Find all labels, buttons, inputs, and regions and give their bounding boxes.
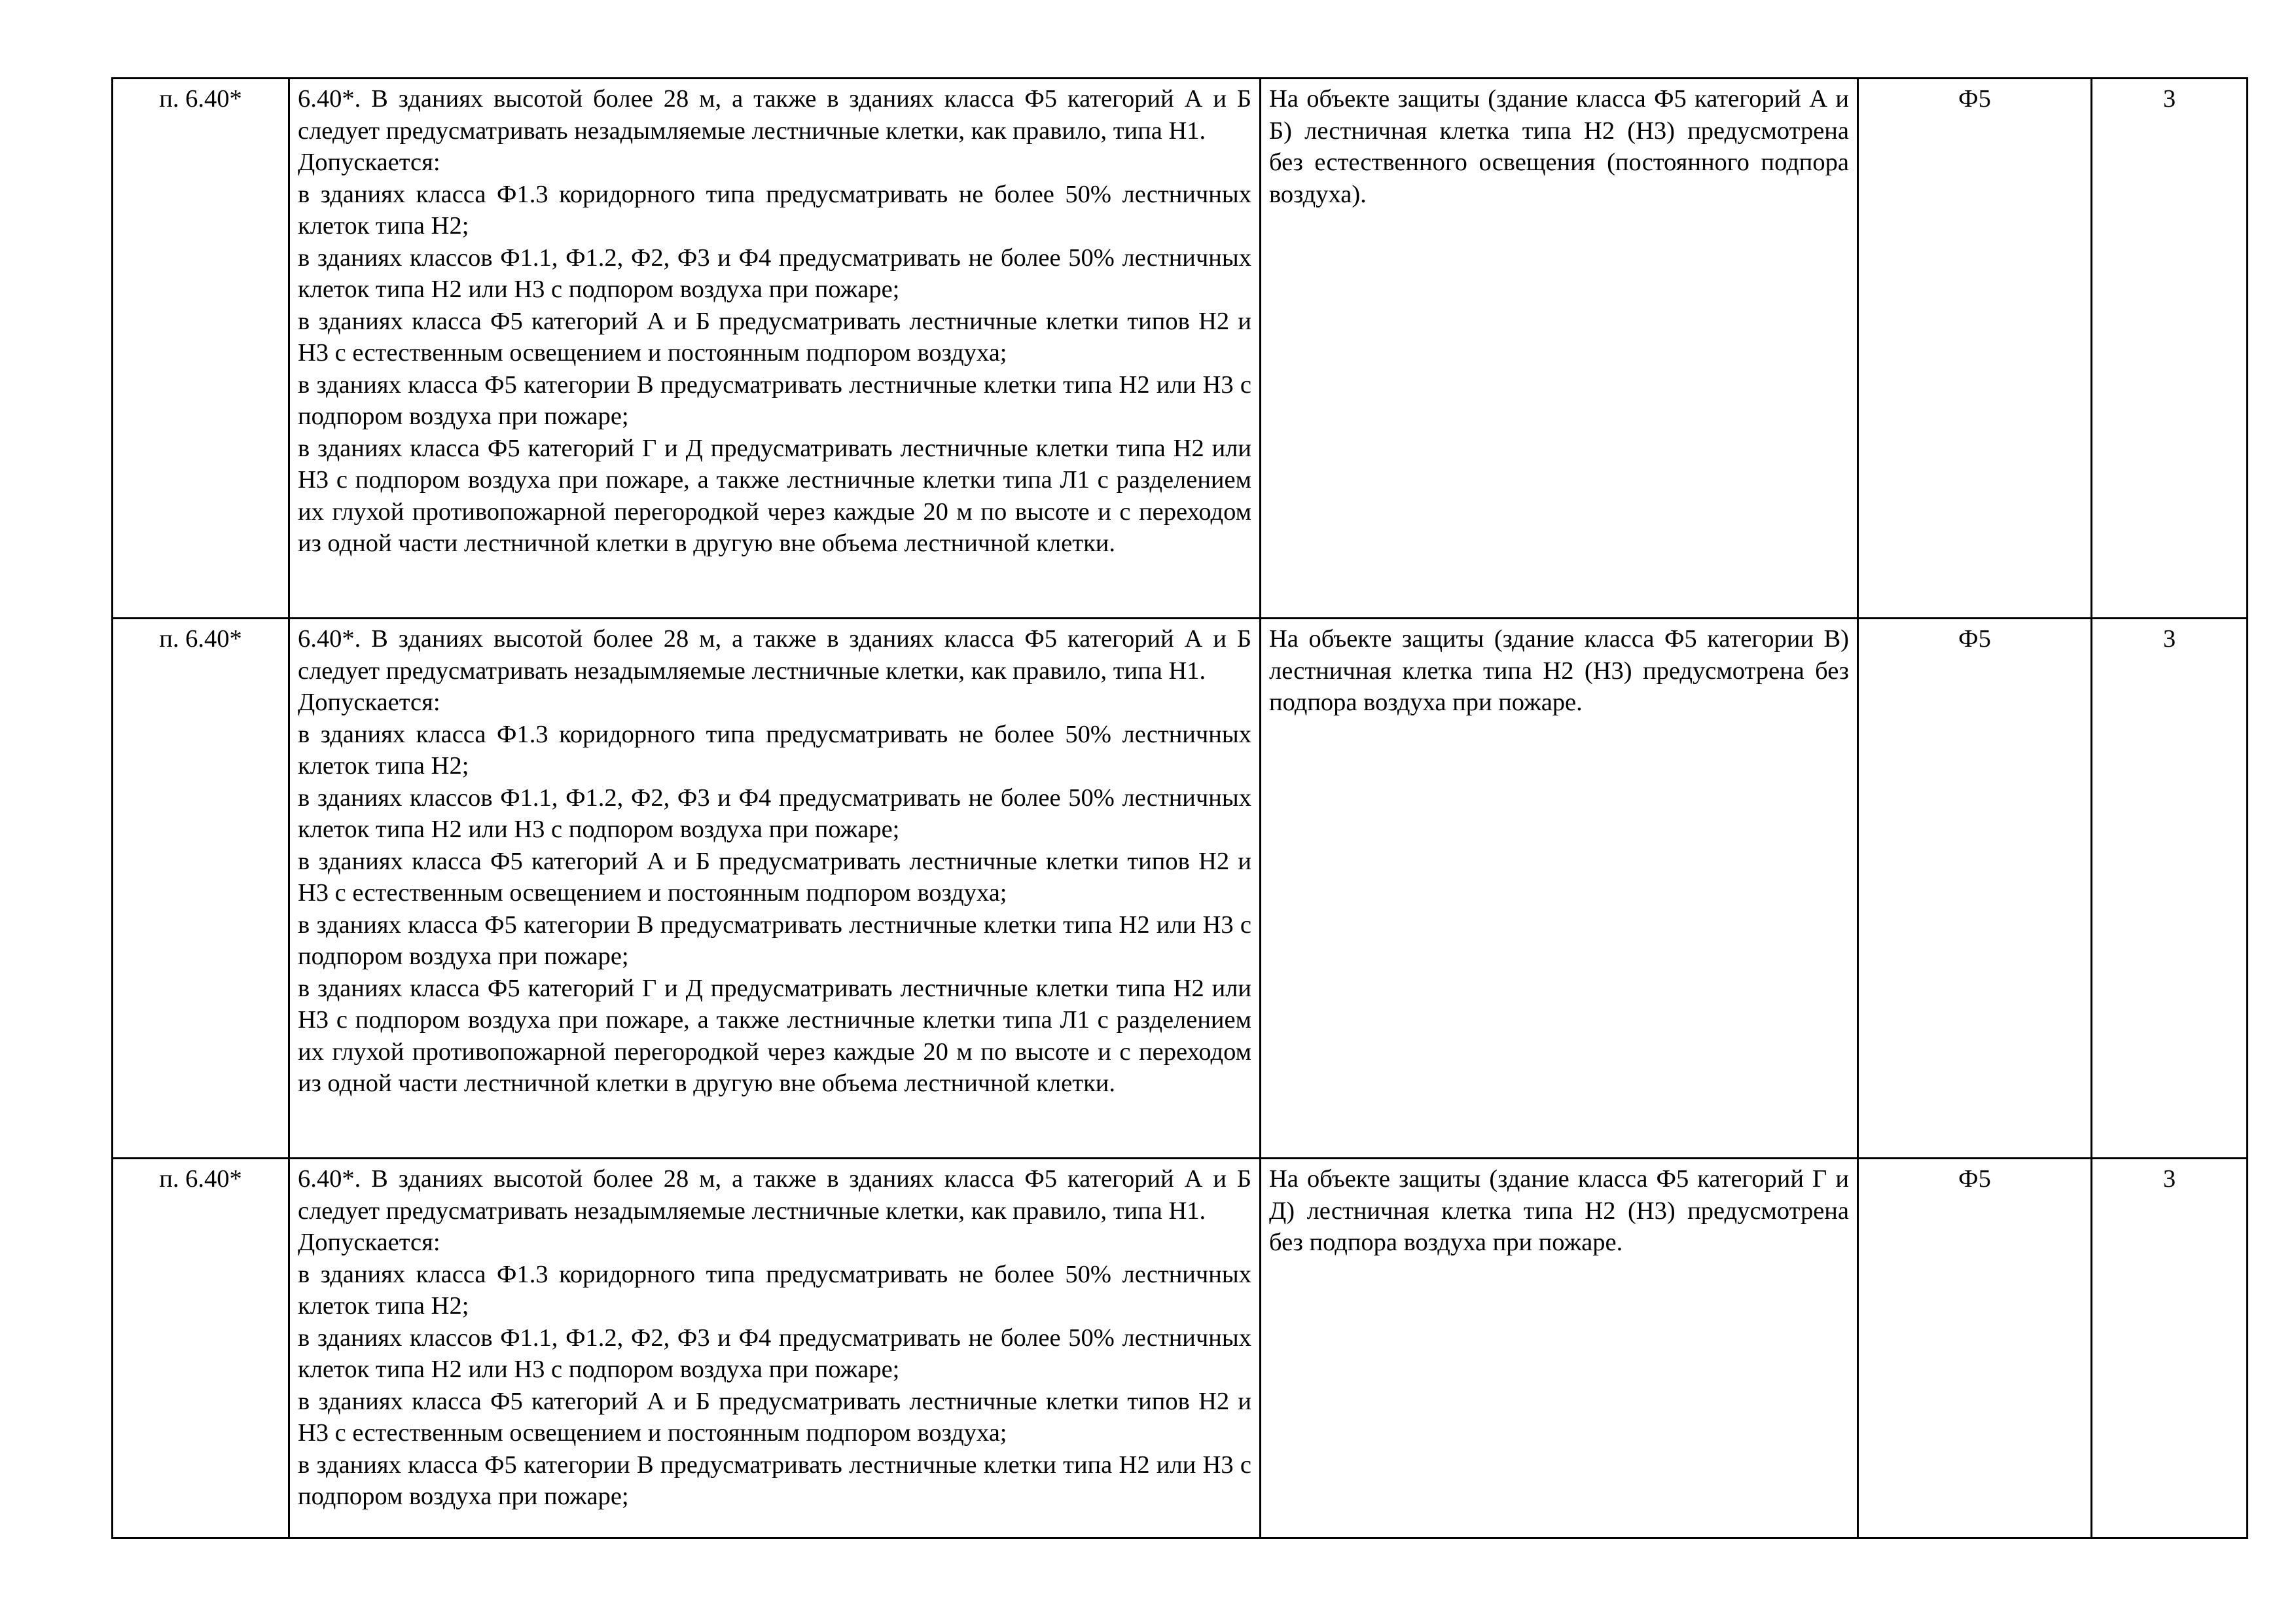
table-row: [113, 79, 2248, 619]
requirement-paragraph: в зданиях класса Ф5 категории В предусматривать лестничные клетки типа Н2 или Н3 с подпором воздуха при пожаре;: [298, 1451, 1251, 1510]
building-class: Ф5: [1858, 1159, 2092, 1538]
requirement-paragraph: в зданиях классов Ф1.1, Ф1.2, Ф2, Ф3 и Ф4 предусматривать не более 50% лестничных клеток типа Н2 или Н3 с подпором воздуха при пожаре;: [298, 244, 1251, 303]
violation-description: На объекте защиты (здание класса Ф5 категорий Г и Д) лестничная клетка типа Н2 (Н3) предусмотрена без подпора воздуха при пожаре.: [1261, 1159, 1858, 1538]
requirement-paragraph: 6.40*. В зданиях высотой более 28 м, а также в зданиях класса Ф5 категорий А и Б следует предусматривать незадымляемые лестничные клетки, как правило, типа Н1.: [298, 625, 1251, 685]
norm-reference: п. 6.40*: [113, 79, 289, 619]
requirement-text: [289, 619, 1261, 1159]
item-number: 3: [2092, 1159, 2248, 1538]
requirement-paragraph: в зданиях класса Ф5 категорий А и Б предусматривать лестничные клетки типов Н2 и Н3 с естественным освещением и постоянным подпором воздуха;: [298, 847, 1251, 907]
requirement-paragraph: в зданиях класса Ф5 категорий А и Б предусматривать лестничные клетки типов Н2 и Н3 с естественным освещением и постоянным подпором воздуха;: [298, 1387, 1251, 1447]
requirement-paragraph: в зданиях класса Ф1.3 коридорного типа предусматривать не более 50% лестничных клеток типа Н2;: [298, 720, 1251, 780]
violation-description: На объекте защиты (здание класса Ф5 категорий А и Б) лестничная клетка типа Н2 (Н3) предусмотрена без естественного освещения (постоянного подпора воздуха).: [1261, 79, 1858, 619]
requirement-paragraph: в зданиях класса Ф1.3 коридорного типа предусматривать не более 50% лестничных клеток типа Н2;: [298, 180, 1251, 240]
item-number: 3: [2092, 79, 2248, 619]
item-number: 3: [2092, 619, 2248, 1159]
norm-reference: п. 6.40*: [113, 1159, 289, 1538]
norm-reference: п. 6.40*: [113, 619, 289, 1159]
requirement-paragraph: в зданиях класса Ф1.3 коридорного типа предусматривать не более 50% лестничных клеток типа Н2;: [298, 1260, 1251, 1320]
requirement-paragraph: 6.40*. В зданиях высотой более 28 м, а также в зданиях класса Ф5 категорий А и Б следует предусматривать незадымляемые лестничные клетки, как правило, типа Н1.: [298, 1165, 1251, 1225]
requirements-table: [111, 77, 2248, 1539]
table-row: [113, 619, 2248, 1159]
requirement-paragraph: Допускается:: [298, 1229, 440, 1256]
requirement-paragraph: Допускается:: [298, 149, 440, 176]
requirement-paragraph: в зданиях класса Ф5 категорий Г и Д предусматривать лестничные клетки типа Н2 или Н3 с подпором воздуха при пожаре, а также лестничные клетки типа Л1 с разделением их глухой противопожарной перегородкой через каждые 20 м по высоте и с переходом из одной части лестничной клетки в другую вне объема лестничной клетки.: [298, 974, 1251, 1097]
requirement-paragraph: Допускается:: [298, 689, 440, 716]
violation-description: На объекте защиты (здание класса Ф5 категории В) лестничная клетка типа Н2 (Н3) предусмотрена без подпора воздуха при пожаре.: [1261, 619, 1858, 1159]
requirement-paragraph: в зданиях классов Ф1.1, Ф1.2, Ф2, Ф3 и Ф4 предусматривать не более 50% лестничных клеток типа Н2 или Н3 с подпором воздуха при пожаре;: [298, 1324, 1251, 1383]
requirement-paragraph: в зданиях класса Ф5 категории В предусматривать лестничные клетки типа Н2 или Н3 с подпором воздуха при пожаре;: [298, 370, 1251, 430]
requirement-paragraph: в зданиях классов Ф1.1, Ф1.2, Ф2, Ф3 и Ф4 предусматривать не более 50% лестничных клеток типа Н2 или Н3 с подпором воздуха при пожаре;: [298, 784, 1251, 843]
requirement-text: [289, 1159, 1261, 1538]
requirement-text: [289, 79, 1261, 619]
building-class: Ф5: [1858, 79, 2092, 619]
requirement-paragraph: в зданиях класса Ф5 категории В предусматривать лестничные клетки типа Н2 или Н3 с подпором воздуха при пожаре;: [298, 911, 1251, 970]
requirement-paragraph: в зданиях класса Ф5 категорий Г и Д предусматривать лестничные клетки типа Н2 или Н3 с подпором воздуха при пожаре, а также лестничные клетки типа Л1 с разделением их глухой противопожарной перегородкой через каждые 20 м по высоте и с переходом из одной части лестничной клетки в другую вне объема лестничной клетки.: [298, 434, 1251, 557]
requirement-paragraph: 6.40*. В зданиях высотой более 28 м, а также в зданиях класса Ф5 категорий А и Б следует предусматривать незадымляемые лестничные клетки, как правило, типа Н1.: [298, 85, 1251, 145]
table-row: [113, 1159, 2248, 1538]
requirement-paragraph: в зданиях класса Ф5 категорий А и Б предусматривать лестничные клетки типов Н2 и Н3 с естественным освещением и постоянным подпором воздуха;: [298, 307, 1251, 367]
building-class: Ф5: [1858, 619, 2092, 1159]
